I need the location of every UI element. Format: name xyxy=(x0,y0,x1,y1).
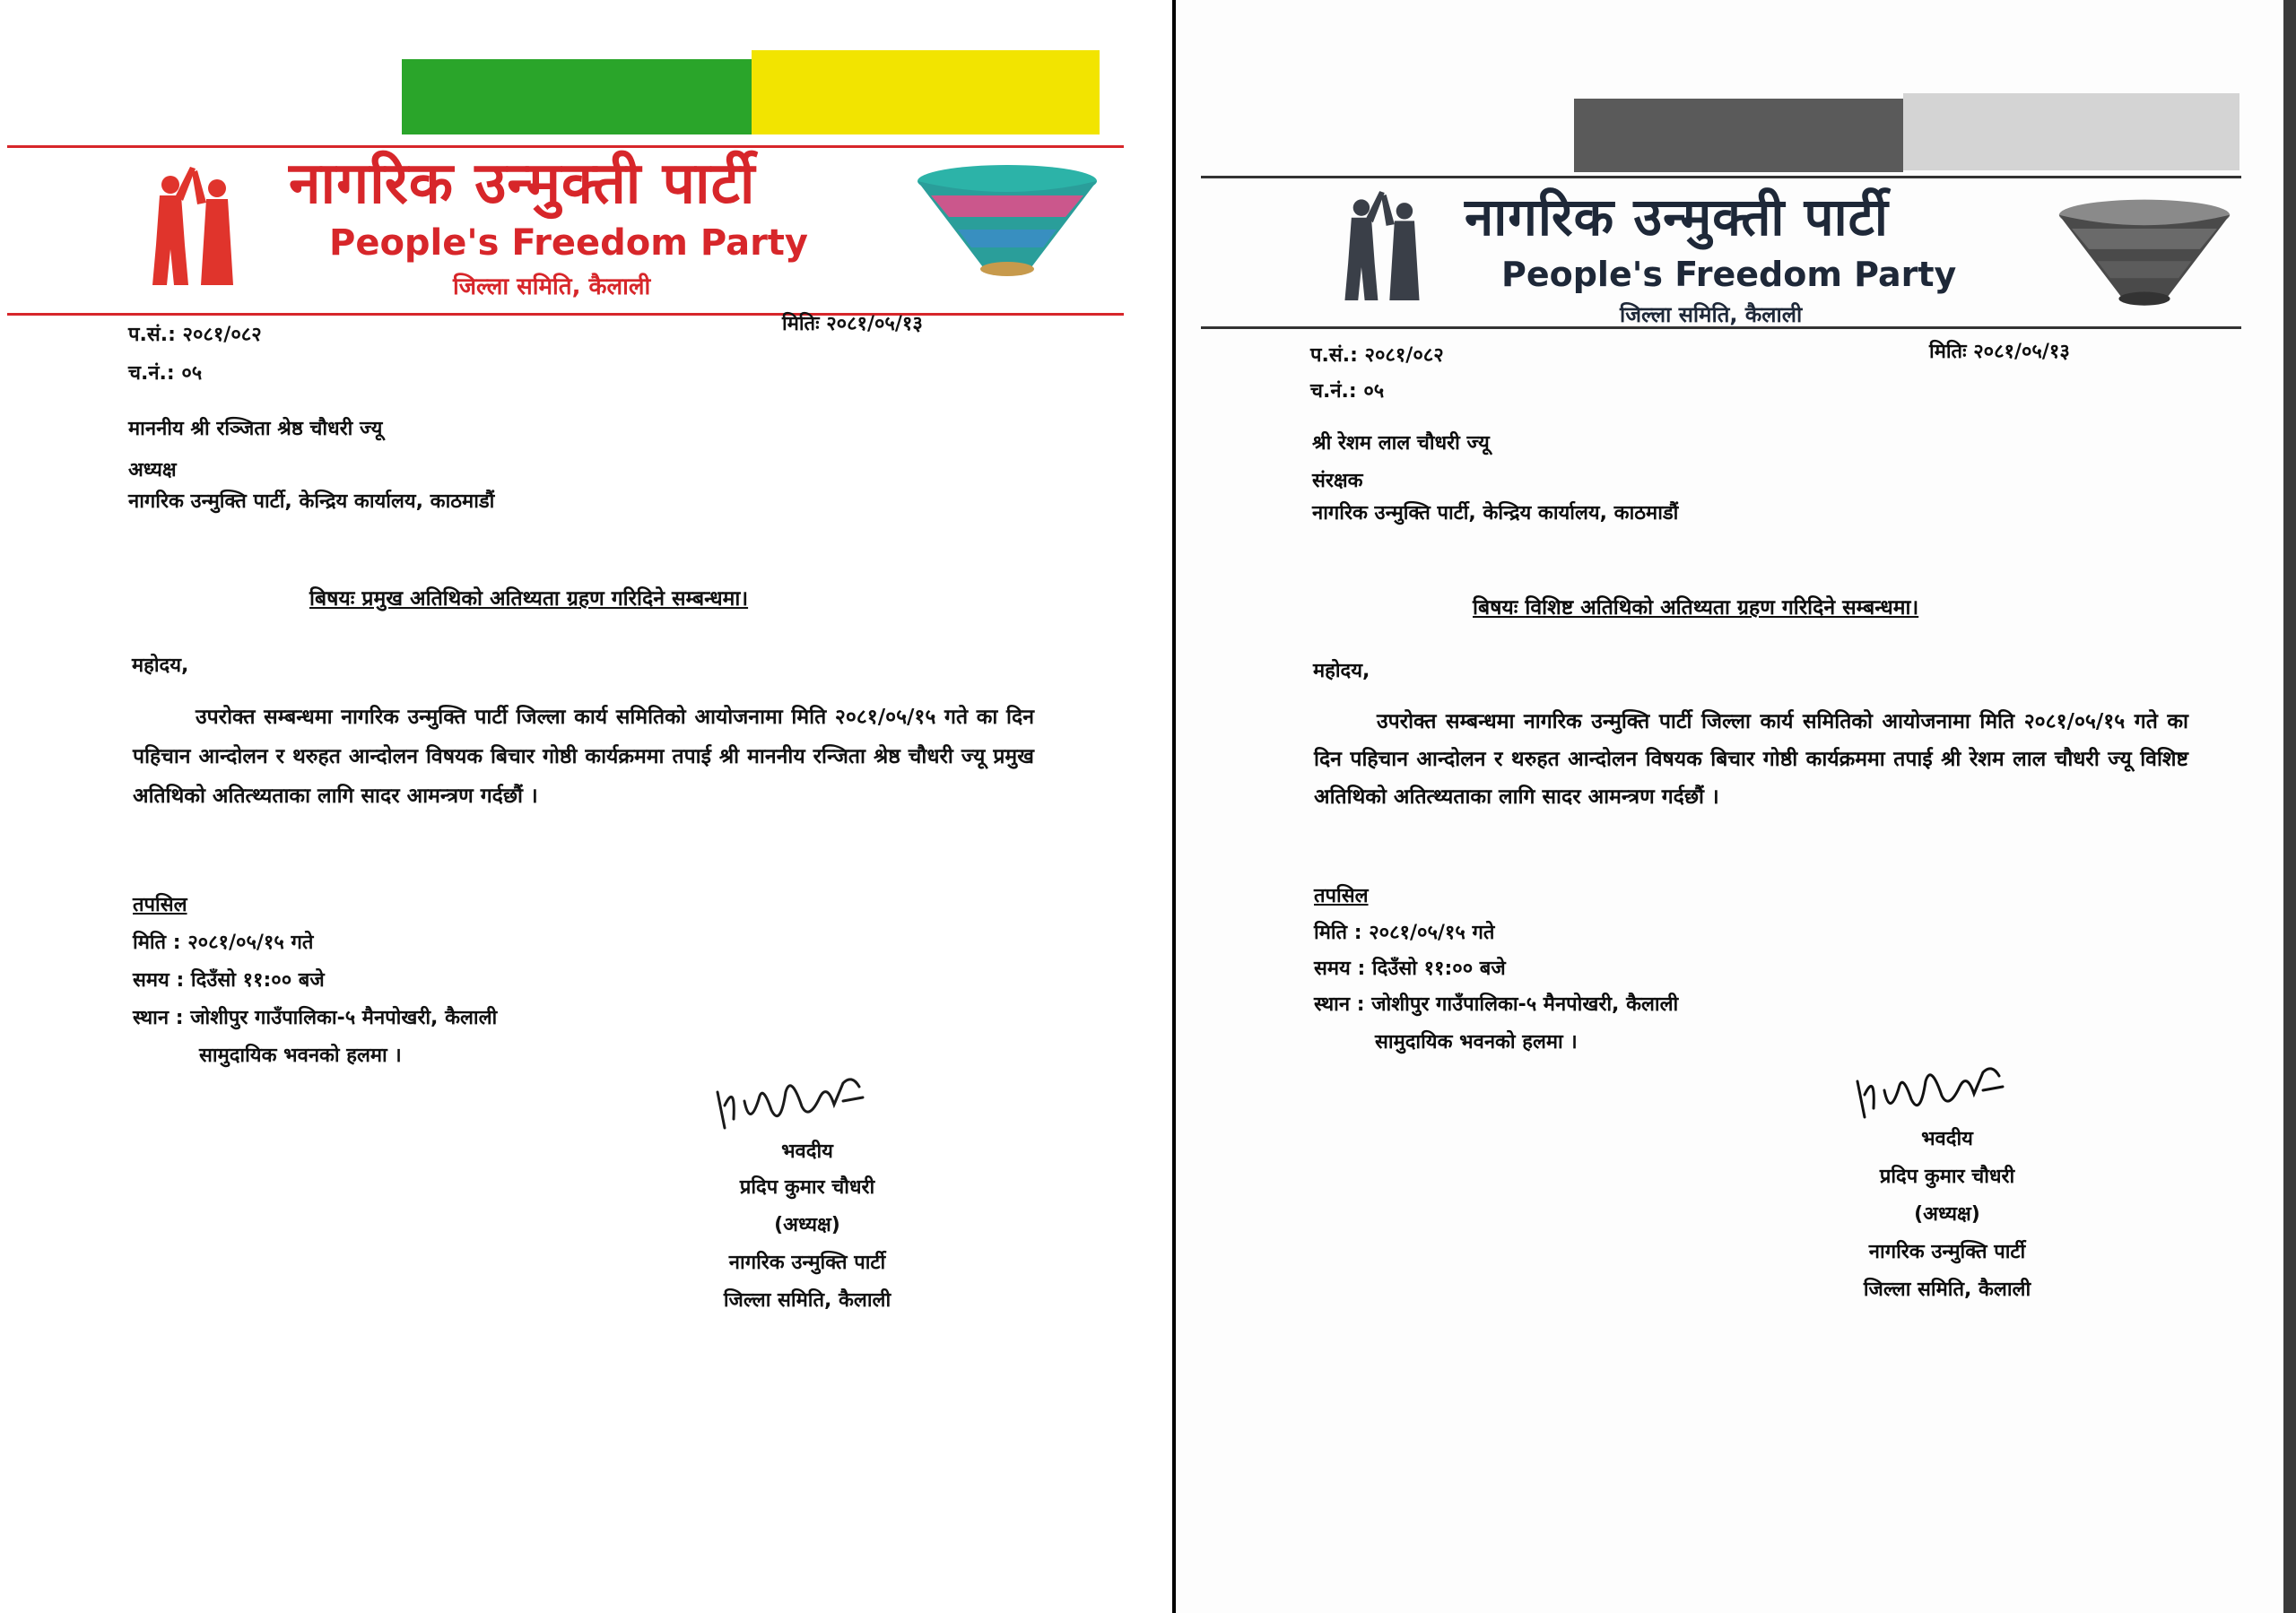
header-band-green xyxy=(402,59,752,134)
party-name-np: नागरिक उन्मुक्ती पार्टी xyxy=(289,151,756,217)
header-band-dark xyxy=(1574,99,1903,172)
letter-subject: बिषयः प्रमुख अतिथिको अतिथ्यता ग्रहण गरिदिने सम्बन्धमा। xyxy=(309,587,749,611)
party-name-en: People's Freedom Party xyxy=(1501,255,1957,294)
party-figures-logo xyxy=(1328,184,1436,309)
recipient-name: माननीय श्री रञ्जिता श्रेष्ठ चौधरी ज्यू xyxy=(128,418,383,440)
details-heading: तपसिल xyxy=(1314,885,1369,907)
party-name-en: People's Freedom Party xyxy=(329,222,809,264)
signatory-party: नागरिक उन्मुक्ति पार्टी xyxy=(728,1252,886,1274)
signatory-name: प्रदिप कुमार चौधरी xyxy=(739,1176,875,1199)
signatory-committee: जिल्ला समिति, कैलाली xyxy=(1863,1279,2031,1301)
signatory-name: प्रदिप कुमार चौधरी xyxy=(1879,1166,2015,1188)
details-time: समय : दिउँसो ११:०० बजे xyxy=(1314,958,1506,980)
salutation: महोदय, xyxy=(132,655,189,677)
dispatch-number: च.नं.: ०५ xyxy=(128,362,203,385)
dispatch-number: च.नं.: ०५ xyxy=(1310,380,1385,403)
signatory-role: (अध्यक्ष) xyxy=(774,1214,840,1236)
committee-name: जिल्ला समिति, कैलाली xyxy=(1620,302,1803,327)
letter-subject: बिषयः विशिष्ट अतिथिको अतिथ्यता ग्रहण गरिदिने सम्बन्धमा। xyxy=(1473,596,1919,620)
letter-body: उपरोक्त सम्बन्धमा नागरिक उन्मुक्ति पार्टी जिल्ला कार्य समितिको आयोजनामा मिति २०८१/०५/१५ गते का दिन पहिचान आन्दोलन र थरुहत आन्दोलन विषयक बिचार गोष्ठी कार्यक्रममा तपाई श्री माननीय रन्जिता श्रेष्ठ चौधरी ज्यू प्रमुख अतिथिको अतित्थ्यताका लागि सादर आमन्त्रण गर्दछौं । xyxy=(133,706,1034,808)
details-heading: तपसिल xyxy=(133,894,187,916)
signatory-role: (अध्यक्ष) xyxy=(1914,1203,1980,1226)
header-band-yellow xyxy=(752,50,1100,134)
signature xyxy=(709,1065,870,1137)
letter-date: मितिः २०८१/०५/१३ xyxy=(782,313,923,335)
letter-date: मितिः २०८१/०५/१३ xyxy=(1929,341,2070,363)
recipient-name: श्री रेशम लाल चौधरी ज्यू xyxy=(1312,432,1490,455)
recipient-address: नागरिक उन्मुक्ति पार्टी, केन्द्रिय कार्यालय, काठमाडौं xyxy=(1312,502,1679,525)
party-name-np: नागरिक उन्मुक्ती पार्टी xyxy=(1465,186,1889,247)
header-band-light xyxy=(1903,93,2239,170)
header-rule-top xyxy=(1201,176,2241,178)
signatory-committee: जिल्ला समिति, कैलाली xyxy=(723,1289,891,1312)
details-venue: स्थान : जोशीपुर गाउँपालिका-५ मैनपोखरी, कैलाली xyxy=(133,1007,498,1029)
party-figures-logo xyxy=(135,160,251,294)
details-venue: स्थान : जोशीपुर गाउँपालिका-५ मैनपोखरी, कैलाली xyxy=(1314,993,1679,1016)
ref-number: प.सं.: २०८१/०८२ xyxy=(1310,344,1444,367)
recipient-title: संरक्षक xyxy=(1312,470,1363,492)
details-date: मिति : २०८१/०५/१५ गते xyxy=(1314,922,1495,944)
ref-number: प.सं.: २०८१/०८२ xyxy=(128,324,262,346)
details-date: मिति : २०८१/०५/१५ गते xyxy=(133,932,314,954)
closing-yours: भवदीय xyxy=(781,1140,833,1163)
details-venue-hall: सामुदायिक भवनको हलमा । xyxy=(199,1045,402,1067)
basket-bowl-logo xyxy=(913,161,1101,287)
closing-yours: भवदीय xyxy=(1921,1128,1973,1150)
details-time: समय : दिउँसो ११:०० बजे xyxy=(133,969,325,992)
scan-edge xyxy=(2283,0,2296,1613)
signature xyxy=(1848,1054,2010,1126)
signatory-party: नागरिक उन्मुक्ति पार्टी xyxy=(1868,1241,2026,1263)
basket-bowl-logo xyxy=(2055,195,2234,317)
details-venue-hall: सामुदायिक भवनको हलमा । xyxy=(1375,1031,1578,1054)
letter-body: उपरोक्त सम्बन्धमा नागरिक उन्मुक्ति पार्टी जिल्ला कार्य समितिको आयोजनामा मिति २०८१/०५/१५ गते का दिन पहिचान आन्दोलन र थरुहत आन्दोलन विषयक बिचार गोष्ठी कार्यक्रममा तपाई श्री रेशम लाल चौधरी ज्यू विशिष्ट अतिथिको अतित्थ्यताका लागि सादर आमन्त्रण गर्दछौं । xyxy=(1314,710,2188,809)
header-rule-bottom xyxy=(7,313,1124,316)
recipient-address: नागरिक उन्मुक्ति पार्टी, केन्द्रिय कार्यालय, काठमाडौं xyxy=(128,490,495,513)
committee-name: जिल्ला समिति, कैलाली xyxy=(453,273,651,300)
letter-right xyxy=(1176,0,2296,1613)
recipient-title: अध्यक्ष xyxy=(128,459,177,481)
salutation: महोदय, xyxy=(1313,660,1370,682)
